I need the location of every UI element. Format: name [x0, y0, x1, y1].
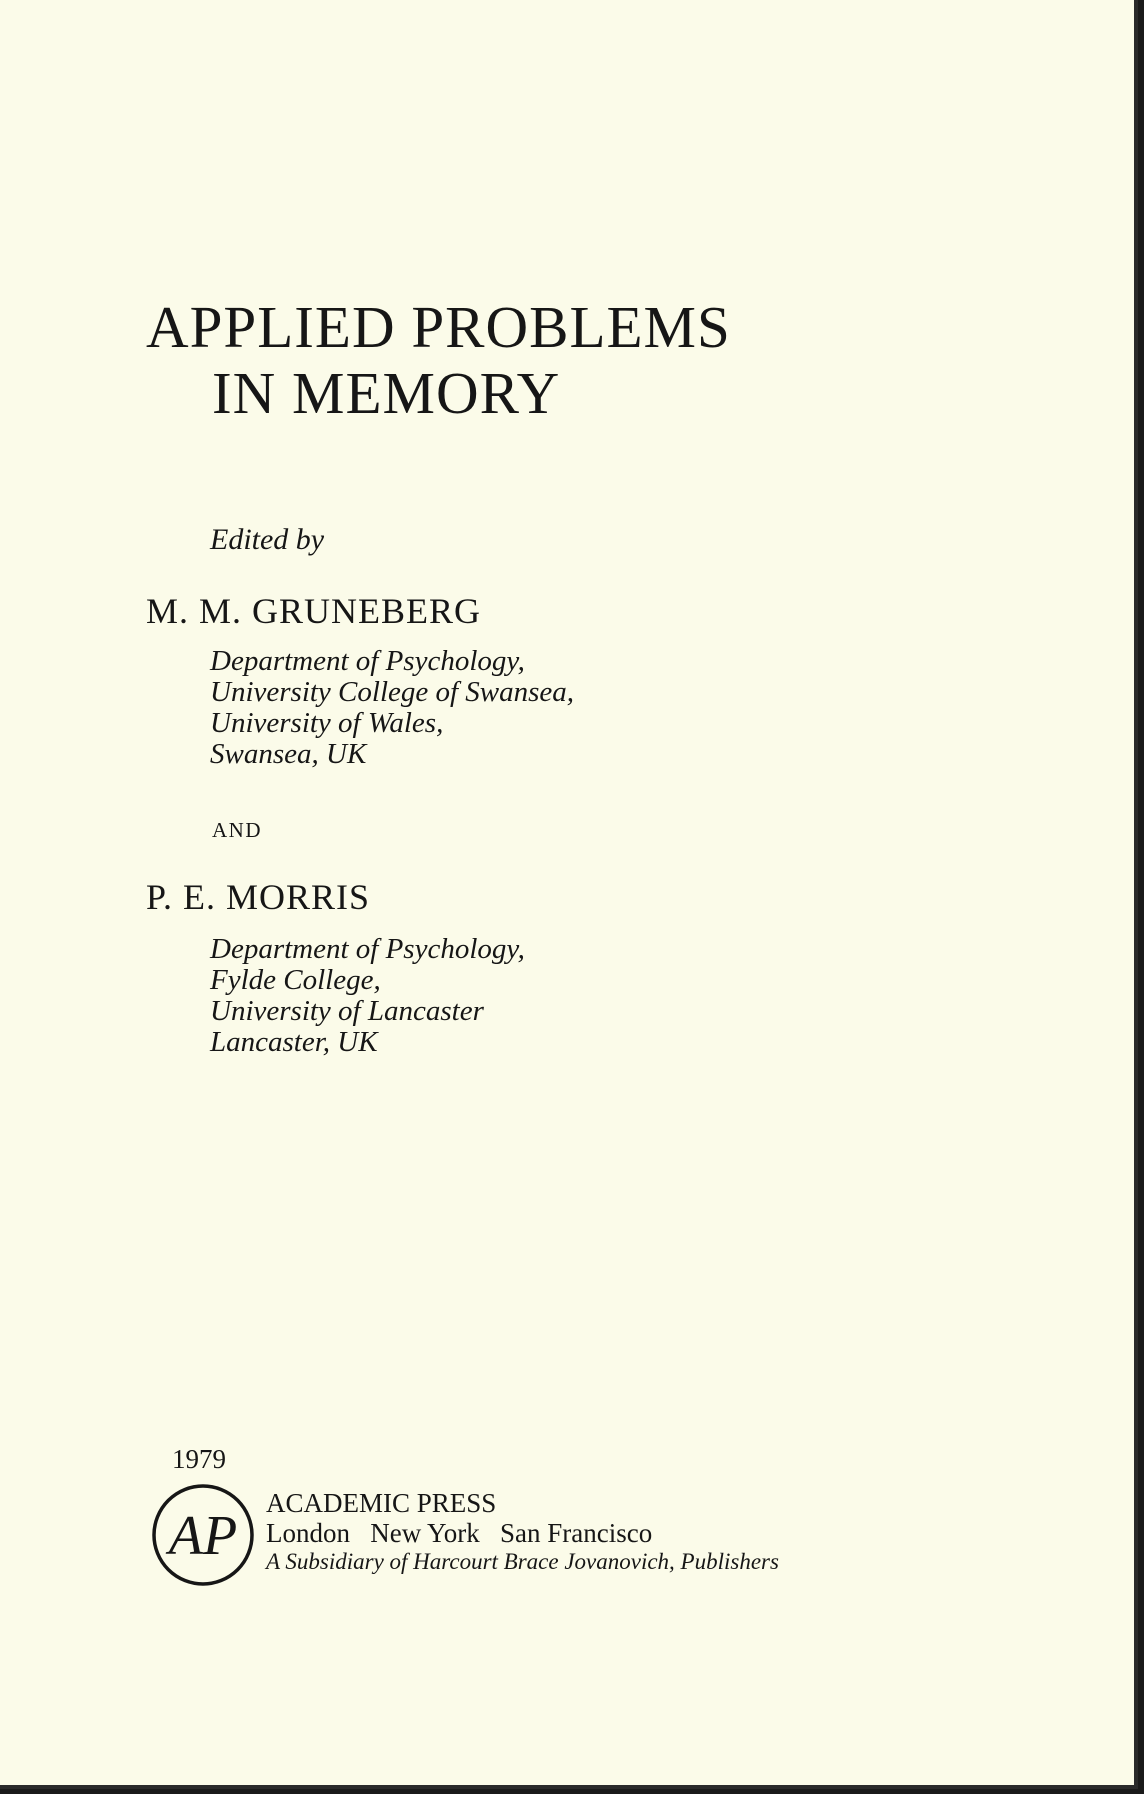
- publisher-cities: London New York San Francisco: [266, 1518, 653, 1548]
- editor-1-affiliation-line-3: University of Wales,: [210, 707, 444, 739]
- academic-press-logo: [150, 1482, 256, 1588]
- editor-2-affiliation-line-1: Department of Psychology,: [210, 933, 525, 965]
- editor-name-2: P. E. MORRIS: [146, 877, 371, 917]
- editor-2-affiliation-line-3: University of Lancaster: [210, 995, 484, 1027]
- conjunction-and: AND: [212, 818, 262, 842]
- editor-name-1: M. M. GRUNEBERG: [146, 591, 482, 631]
- editor-1-affiliation-line-1: Department of Psychology,: [210, 645, 525, 677]
- logo-letters: AP: [168, 1505, 238, 1567]
- edited-by-label: Edited by: [210, 523, 325, 556]
- publisher-name: ACADEMIC PRESS: [266, 1488, 497, 1518]
- book-title-line-1: APPLIED PROBLEMS: [146, 294, 731, 360]
- book-title-line-2: IN MEMORY: [212, 360, 561, 426]
- editor-2-affiliation-line-2: Fylde College,: [210, 964, 381, 996]
- editor-1-affiliation-line-2: University College of Swansea,: [210, 676, 575, 708]
- publication-year: 1979: [172, 1444, 226, 1474]
- editor-2-affiliation-line-4: Lancaster, UK: [210, 1026, 378, 1058]
- editor-1-affiliation-line-4: Swansea, UK: [210, 738, 367, 770]
- publisher-subsidiary: A Subsidiary of Harcourt Brace Jovanovich, Publishers: [266, 1549, 779, 1574]
